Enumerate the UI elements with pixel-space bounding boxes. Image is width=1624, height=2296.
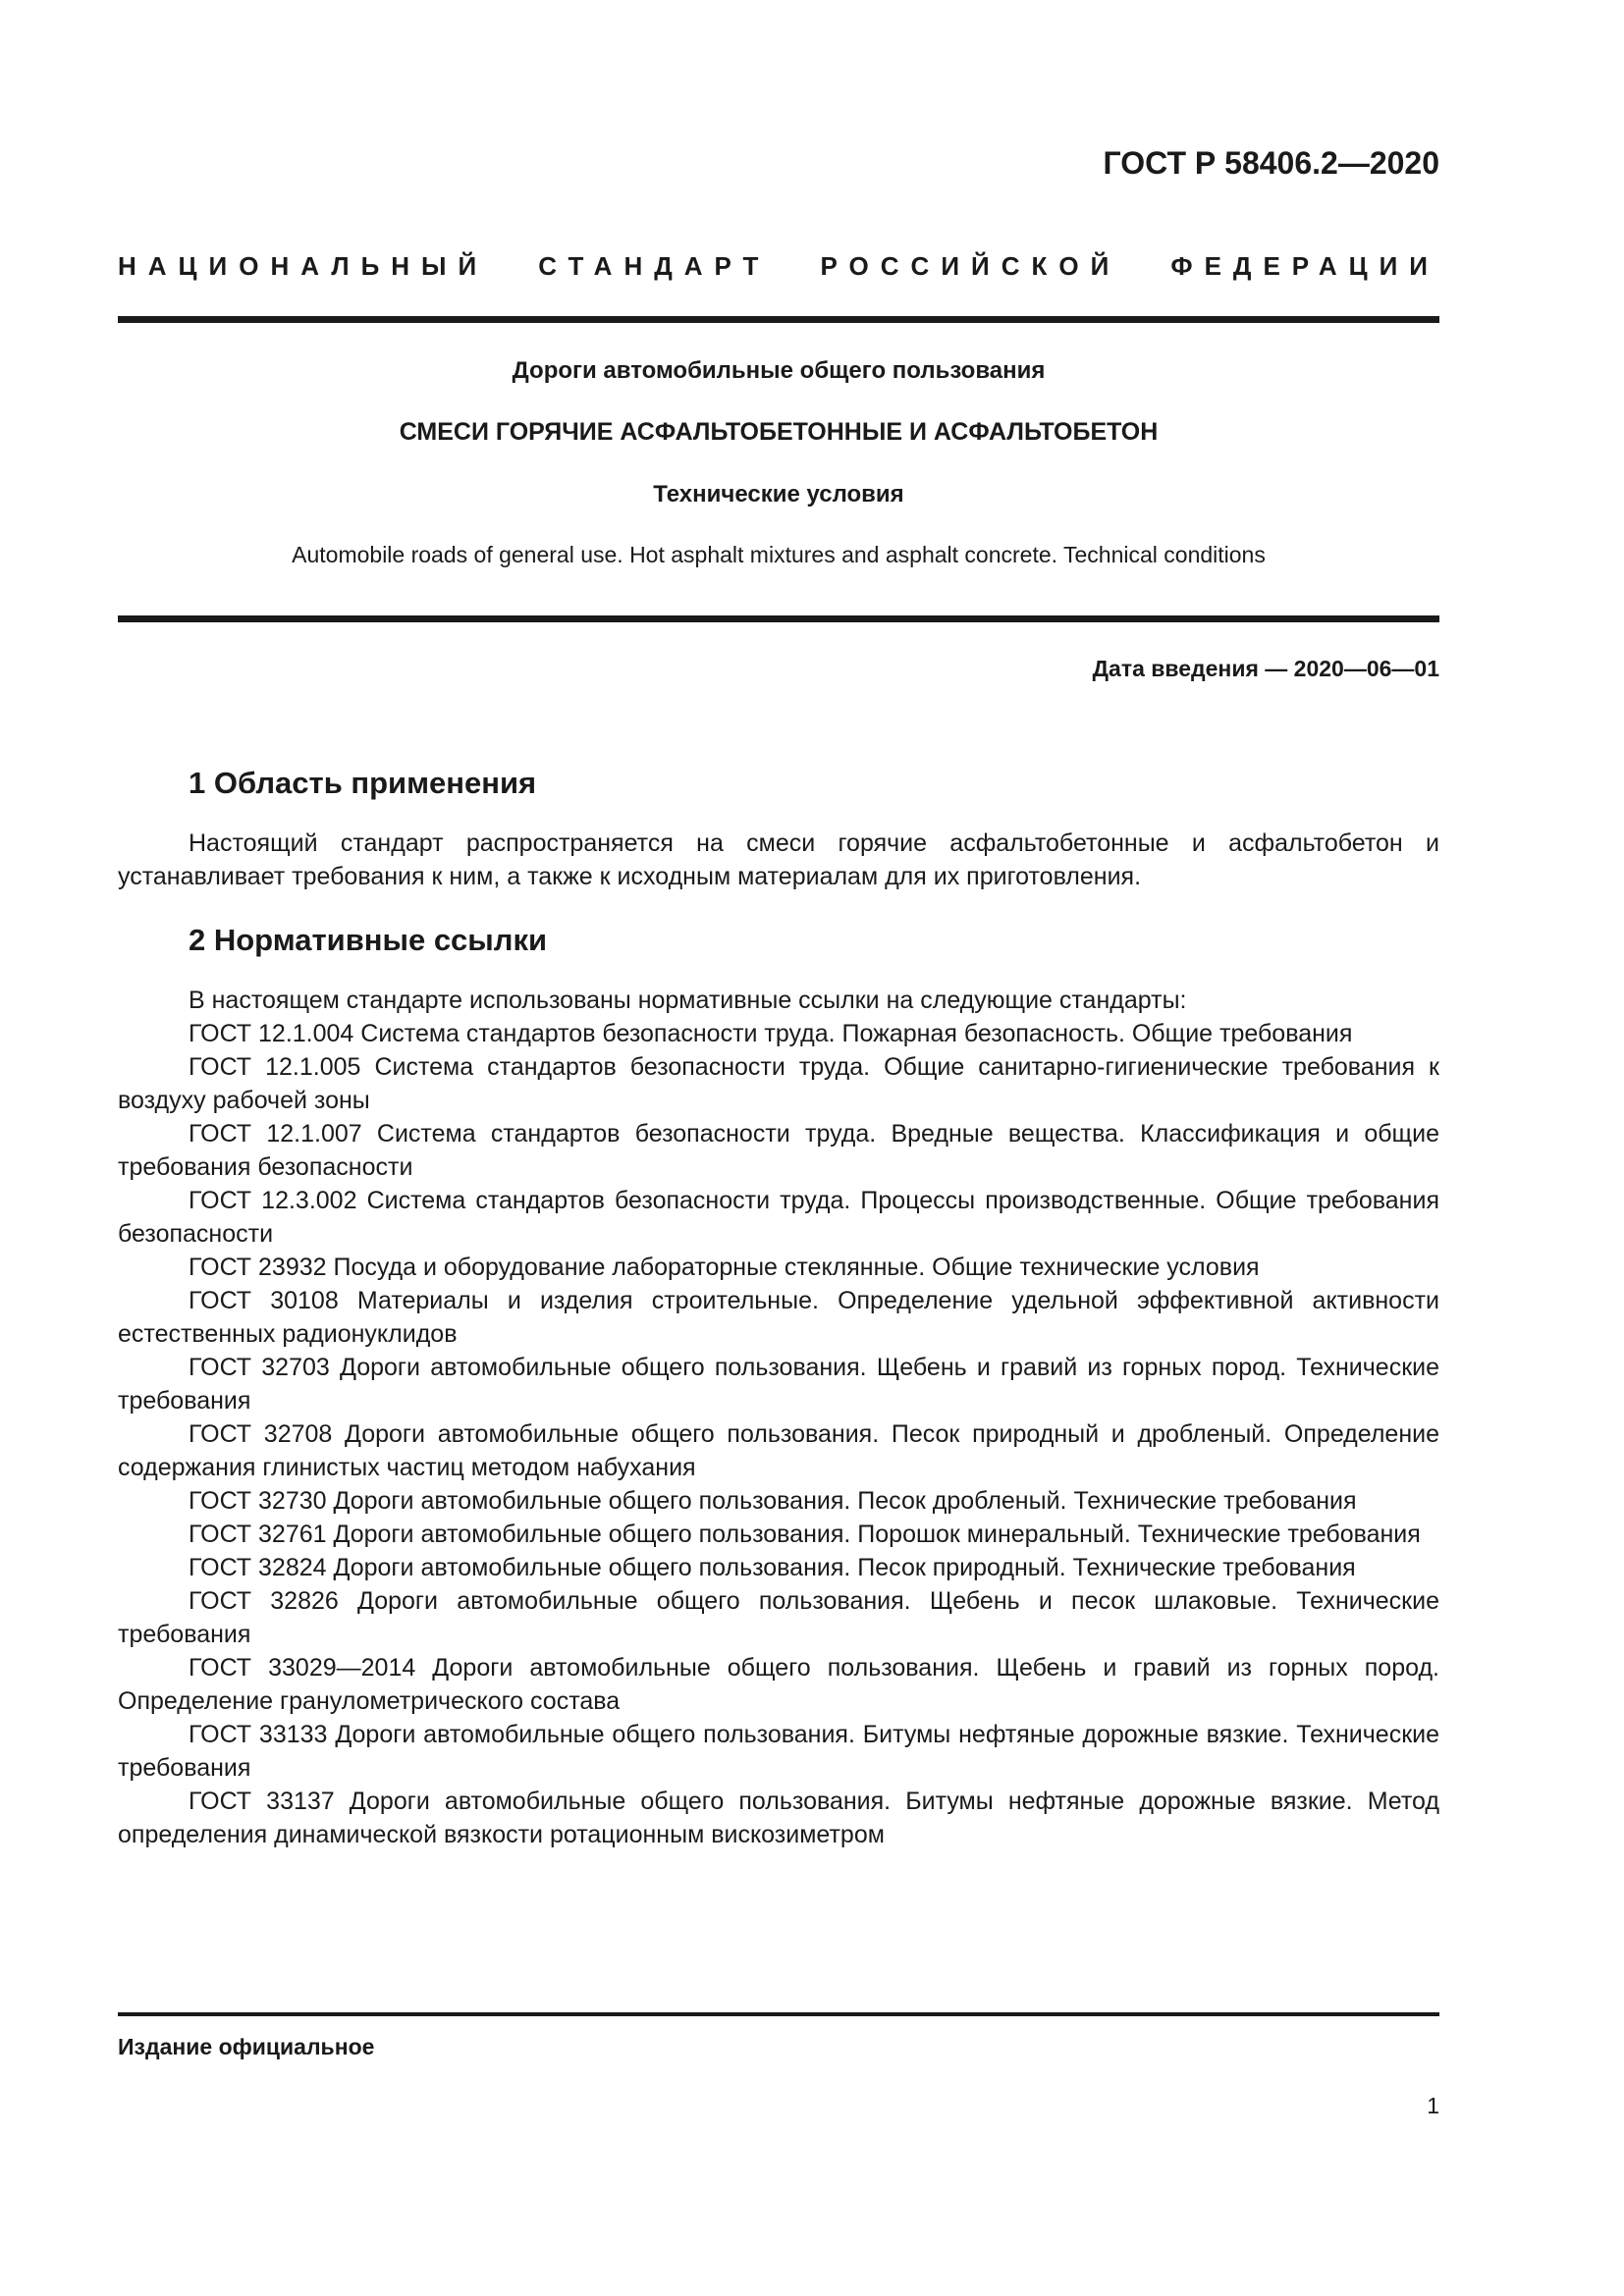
title-line-2: СМЕСИ ГОРЯЧИЕ АСФАЛЬТОБЕТОННЫЕ И АСФАЛЬТОБЕТОН (399, 418, 1159, 446)
standard-designation: ГОСТ Р 58406.2—2020 (1103, 145, 1439, 181)
reference-item: ГОСТ 32761 Дороги автомобильные общего пользования. Порошок минеральный. Технические требования (189, 1521, 1421, 1548)
document-page (118, 0, 1439, 2296)
section-2-heading: 2 Нормативные ссылки (189, 923, 548, 957)
reference-item: ГОСТ 32826 Дороги автомобильные общего пользования. Щебень и песок шлаковые. Технические требования (118, 1587, 1439, 1648)
reference-item: ГОСТ 33137 Дороги автомобильные общего пользования. Битумы нефтяные дорожные вязкие. Метод определения динамической вязкости ротационным вискозиметром (118, 1788, 1439, 1848)
title-block (118, 355, 1439, 569)
reference-item: ГОСТ 23932 Посуда и оборудование лабораторные стеклянные. Общие технические условия (189, 1254, 1260, 1281)
reference-item: ГОСТ 12.1.005 Система стандартов безопасности труда. Общие санитарно-гигиенические требования к воздуху рабочей зоны (118, 1053, 1439, 1114)
reference-item: ГОСТ 33133 Дороги автомобильные общего пользования. Битумы нефтяные дорожные вязкие. Технические требования (118, 1721, 1439, 1782)
reference-item: ГОСТ 32824 Дороги автомобильные общего пользования. Песок природный. Технические требования (189, 1554, 1356, 1581)
national-standard-banner: НАЦИОНАЛЬНЫЙ СТАНДАРТ РОССИЙСКОЙ ФЕДЕРАЦИИ (118, 251, 1439, 281)
bottom-rule (118, 2012, 1439, 2016)
english-title: Automobile roads of general use. Hot asphalt mixtures and asphalt concrete. Technical conditions (292, 542, 1266, 567)
middle-rule (118, 615, 1439, 622)
section-2-intro: В настоящем стандарте использованы нормативные ссылки на следующие стандарты: (189, 987, 1187, 1014)
page-number: 1 (1427, 2093, 1439, 2118)
document-body (118, 764, 1439, 1851)
reference-item: ГОСТ 30108 Материалы и изделия строительные. Определение удельной эффективной активности естественных радионуклидов (118, 1287, 1439, 1348)
official-edition-label: Издание официальное (118, 2034, 375, 2059)
reference-item: ГОСТ 32703 Дороги автомобильные общего пользования. Щебень и гравий из горных пород. Технические требования (118, 1354, 1439, 1415)
section-1-heading: 1 Область применения (189, 766, 537, 800)
reference-item: ГОСТ 12.3.002 Система стандартов безопасности труда. Процессы производственные. Общие требования безопасности (118, 1187, 1439, 1248)
top-rule (118, 316, 1439, 323)
reference-item: ГОСТ 32730 Дороги автомобильные общего пользования. Песок дробленый. Технические требования (189, 1487, 1357, 1515)
section-1-text: Настоящий стандарт распространяется на смеси горячие асфальтобетонные и асфальтобетон и устанавливает требования к ним, а также к исходным материалам для их приготовления. (118, 829, 1439, 890)
title-line-3: Технические условия (653, 481, 904, 507)
reference-item: ГОСТ 12.1.004 Система стандартов безопасности труда. Пожарная безопасность. Общие требования (189, 1020, 1353, 1047)
reference-item: ГОСТ 12.1.007 Система стандартов безопасности труда. Вредные вещества. Классификация и общие требования безопасности (118, 1120, 1439, 1181)
reference-item: ГОСТ 33029—2014 Дороги автомобильные общего пользования. Щебень и гравий из горных пород. Определение гранулометрического состава (118, 1654, 1439, 1715)
introduction-date: Дата введения — 2020—06—01 (1092, 656, 1439, 681)
reference-item: ГОСТ 32708 Дороги автомобильные общего пользования. Песок природный и дробленый. Определение содержания глинистых частиц методом набухания (118, 1420, 1439, 1481)
title-line-1: Дороги автомобильные общего пользования (512, 357, 1046, 384)
